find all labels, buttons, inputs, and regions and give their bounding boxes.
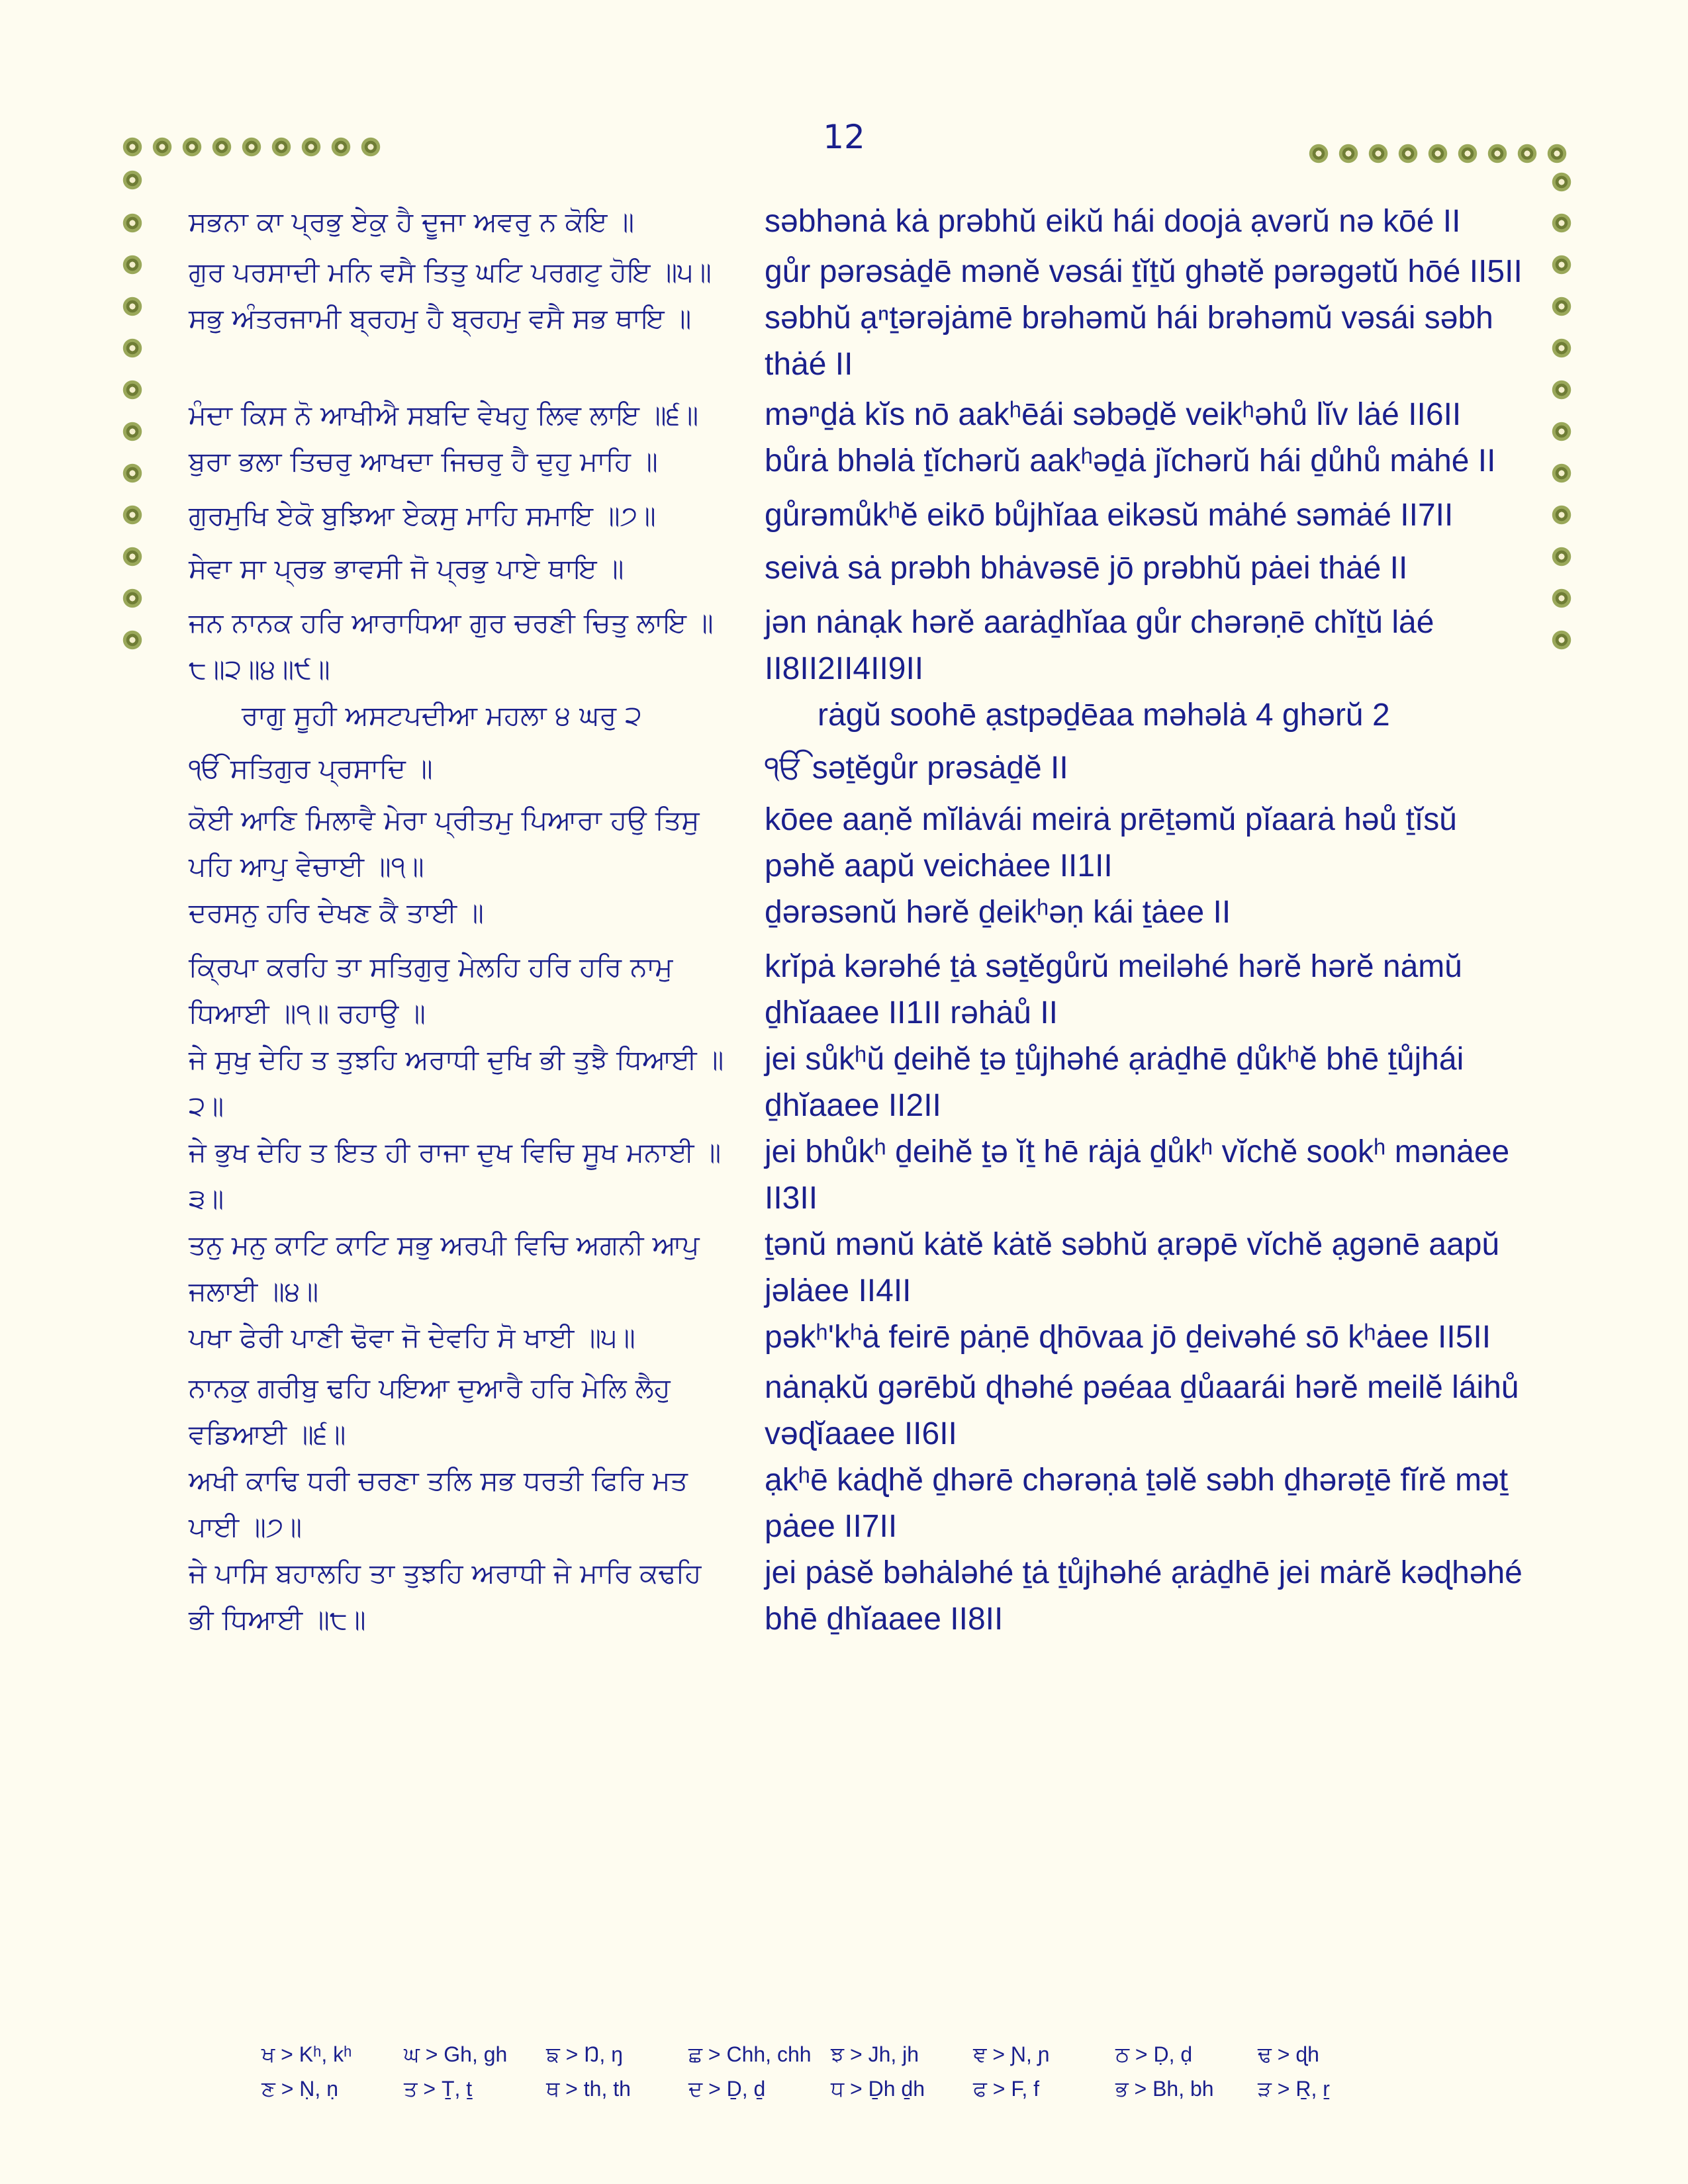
verse-row bbox=[189, 199, 1532, 245]
flower-icon bbox=[1550, 253, 1573, 276]
legend-item: ਠ > Ḍ, ḍ bbox=[1115, 2042, 1193, 2066]
verse-row bbox=[189, 1550, 1532, 1643]
transliteration-line: ṯənŭ mənŭ kȧtĕ kȧtĕ səbhŭ ạrəpē vĭchĕ ạgənē aapŭ jəlȧee II4II bbox=[765, 1227, 1500, 1308]
flower-icon bbox=[1456, 142, 1479, 165]
flower-icon bbox=[1550, 295, 1573, 318]
flower-icon bbox=[121, 379, 144, 401]
legend-item: ਣ > Ṇ, ṇ bbox=[261, 2077, 338, 2101]
flower-icon bbox=[1550, 629, 1573, 651]
verse-row bbox=[189, 295, 1532, 388]
legend-item: ਥ > th, th bbox=[546, 2077, 631, 2101]
gurmukhi-line: ਜੇ ਪਾਸਿ ਬਹਾਲਹਿ ਤਾ ਤੁਝਹਿ ਅਰਾਧੀ ਜੇ ਮਾਰਿ ਕਢਹਿ ਭੀ ਧਿਆਈ ॥੮॥ bbox=[189, 1557, 702, 1635]
transliteration-legend bbox=[261, 2037, 1453, 2106]
verse-row bbox=[189, 492, 1532, 539]
verse-list bbox=[189, 199, 1532, 1643]
flower-icon bbox=[1550, 379, 1573, 401]
gurmukhi-line: ਅਖੀ ਕਾਢਿ ਧਰੀ ਚਰਣਾ ਤਲਿ ਸਭ ਧਰਤੀ ਫਿਰਿ ਮਤ ਪਾਈ ॥੭॥ bbox=[189, 1465, 688, 1543]
flower-icon bbox=[121, 504, 144, 526]
transliteration-line: nȧnạkŭ gərēbŭ ɖhəhé pəéaa ḏůaarái hərĕ meilĕ láihů vəɖĭaaee II6II bbox=[765, 1370, 1519, 1451]
legend-item: ਦ > Ḏ, ḏ bbox=[688, 2077, 766, 2101]
gurmukhi-line: ਪਖਾ ਫੇਰੀ ਪਾਣੀ ਢੋਵਾ ਜੋ ਦੇਵਹਿ ਸੋ ਖਾਈ ॥੫॥ bbox=[189, 1322, 635, 1353]
flower-icon bbox=[1337, 142, 1360, 165]
gurmukhi-line: ਦਰਸਨੁ ਹਰਿ ਦੇਖਣ ਕੈ ਤਾਈ ॥ bbox=[189, 897, 484, 929]
flower-icon bbox=[330, 136, 352, 158]
gurmukhi-line: ਸਭਨਾ ਕਾ ਪ੍ਰਭੁ ਏਕੁ ਹੈ ਦੂਜਾ ਅਵਰੁ ਨ ਕੋਇ ॥ bbox=[189, 206, 635, 238]
transliteration-line: krĭpȧ kərəhé ṯȧ səṯĕgůrŭ meiləhé hərĕ hərĕ nȧmŭ ḏhĭaaee II1II rəhȧů II bbox=[765, 949, 1462, 1030]
legend-item: ਫ > F, f bbox=[973, 2077, 1040, 2101]
legend-row bbox=[261, 2071, 1453, 2106]
gurmukhi-line: ਬੁਰਾ ਭਲਾ ਤਿਚਰੁ ਆਖਦਾ ਜਿਚਰੁ ਹੈ ਦੁਹੁ ਮਾਹਿ ॥ bbox=[189, 445, 658, 477]
flower-icon bbox=[300, 136, 322, 158]
verse-row bbox=[189, 392, 1532, 438]
flower-icon bbox=[121, 253, 144, 276]
flower-icon bbox=[1550, 420, 1573, 443]
legend-row bbox=[261, 2037, 1453, 2071]
verse-row bbox=[189, 1036, 1532, 1129]
gurmukhi-line: ਗੁਰਮੁਖਿ ਏਕੋ ਬੁਝਿਆ ਏਕਸੁ ਮਾਹਿ ਸਮਾਇ ॥੭॥ bbox=[189, 500, 656, 531]
flower-icon bbox=[211, 136, 233, 158]
transliteration-line: bůrȧ bhəlȧ ṯĭchərŭ aakʰəḏȧ jĭchərŭ hái ḏůhů mȧhé II bbox=[765, 443, 1496, 478]
legend-item: ਧ > Ḏh ḏh bbox=[831, 2077, 925, 2101]
legend-item: ਛ > Chh, chh bbox=[688, 2042, 812, 2066]
flower-icon bbox=[1550, 545, 1573, 568]
verse-row bbox=[189, 545, 1532, 592]
flower-icon bbox=[121, 136, 144, 158]
verse-row bbox=[189, 889, 1532, 936]
verse-row bbox=[189, 797, 1532, 889]
legend-item: ਘ > Gh, gh bbox=[404, 2042, 508, 2066]
transliteration-line: gůrəmůkʰĕ eikō bůjhĭaa eikəsŭ mȧhé səmȧé II7II bbox=[765, 498, 1454, 533]
legend-item: ਙ > Ŋ, ŋ bbox=[546, 2042, 623, 2066]
flower-icon bbox=[359, 136, 382, 158]
legend-item: ੜ > Ṟ, ṟ bbox=[1258, 2077, 1330, 2101]
gurmukhi-line: ਕੋਈ ਆਣਿ ਮਿਲਾਵੈ ਮੇਰਾ ਪ੍ਰੀਤਮੁ ਪਿਆਰਾ ਹਉ ਤਿਸੁ ਪਹਿ ਆਪੁ ਵੇਚਾਈ ॥੧॥ bbox=[189, 804, 700, 882]
legend-item: ਭ > Bh, bh bbox=[1115, 2077, 1214, 2101]
flower-icon bbox=[1550, 587, 1573, 610]
flower-icon bbox=[1427, 142, 1449, 165]
flower-icon bbox=[121, 420, 144, 443]
legend-item: ਞ > Ɲ, ɲ bbox=[973, 2042, 1050, 2066]
verse-row bbox=[189, 1314, 1532, 1361]
verse-row bbox=[189, 438, 1532, 484]
flower-icon bbox=[1486, 142, 1509, 165]
transliteration-line: ḏərəsənŭ hərĕ ḏeikʰəṇ kái ṯȧee II bbox=[765, 895, 1231, 930]
flower-icon bbox=[121, 629, 144, 651]
flower-icon bbox=[121, 295, 144, 318]
flower-icon bbox=[1397, 142, 1419, 165]
section-title-row bbox=[189, 692, 1532, 739]
flower-icon bbox=[1546, 142, 1568, 165]
gurmukhi-line: ਨਾਨਕੁ ਗਰੀਬੁ ਢਹਿ ਪਇਆ ਦੁਆਰੈ ਹਰਿ ਮੇਲਿ ਲੈਹੁ ਵਡਿਆਈ ॥੬॥ bbox=[189, 1372, 671, 1450]
verse-row bbox=[189, 1365, 1532, 1457]
transliteration-line: kōee aaṇĕ mĭlȧvái meirȧ prēṯəmŭ pĭaarȧ həů ṯĭsŭ pəhĕ aapŭ veichȧee II1II bbox=[765, 802, 1457, 884]
transliteration-line: məⁿḏȧ kĭs nō aakʰēái səbəḏĕ veikʰəhů lĭv lȧé II6II bbox=[765, 397, 1462, 432]
gurmukhi-line: ਗੁਰ ਪਰਸਾਦੀ ਮਨਿ ਵਸੈ ਤਿਤੁ ਘਟਿ ਪਰਗਟੁ ਹੋਇ ॥੫॥ bbox=[189, 256, 712, 288]
gurmukhi-line: ਮੰਦਾ ਕਿਸ ਨੋ ਆਖੀਐ ਸਬਦਿ ਵੇਖਹੁ ਲਿਵ ਲਾਇ ॥੬॥ bbox=[189, 399, 699, 431]
transliteration-line: səbhənȧ kȧ prəbhŭ eikŭ hái doojȧ ạvərŭ nə kōé II bbox=[765, 204, 1461, 239]
flower-icon bbox=[121, 337, 144, 359]
flower-icon bbox=[121, 212, 144, 234]
flower-icon bbox=[121, 587, 144, 610]
flower-icon bbox=[1367, 142, 1389, 165]
flower-icon bbox=[1550, 504, 1573, 526]
transliteration-line: jei pȧsĕ bəhȧləhé ṯȧ ṯůjhəhé ạrȧḏhē jei mȧrĕ kəɖhəhé bhē ḏhĭaaee II8II bbox=[765, 1555, 1523, 1637]
section-title-gurmukhi: ਰਾਗੁ ਸੂਹੀ ਅਸਟਪਦੀਆ ਮਹਲਾ ੪ ਘਰੁ ੨ bbox=[242, 700, 642, 731]
verse-row bbox=[189, 1129, 1532, 1222]
flower-icon bbox=[181, 136, 203, 158]
flower-icon bbox=[240, 136, 263, 158]
gurmukhi-line: ਕ੍ਰਿਪਾ ਕਰਹਿ ਤਾ ਸਤਿਗੁਰੁ ਮੇਲਹਿ ਹਰਿ ਹਰਿ ਨਾਮੁ ਧਿਆਈ ॥੧॥ ਰਹਾਉ ॥ bbox=[189, 951, 673, 1029]
verse-row bbox=[189, 745, 1532, 792]
gurmukhi-line: ਜਨ ਨਾਨਕ ਹਰਿ ਆਰਾਧਿਆ ਗੁਰ ਚਰਣੀ ਚਿਤੁ ਲਾਇ ॥੮॥੨॥੪॥੯॥ bbox=[189, 607, 714, 685]
flower-icon bbox=[1550, 212, 1573, 234]
transliteration-line: jei bhůkʰ ḏeihĕ ṯə ĭṯ hē rȧjȧ ḏůkʰ vĭchĕ sookʰ mənȧee II3II bbox=[765, 1134, 1510, 1216]
transliteration-line: jən nȧnạk hərĕ aarȧḏhĭaa gůr chərəṇē chĭṯŭ lȧé II8II2II4II9II bbox=[765, 605, 1434, 686]
verse-row bbox=[189, 600, 1532, 692]
transliteration-line: jei sůkʰŭ ḏeihĕ ṯə ṯůjhəhé ạrȧḏhē ḏůkʰĕ bhē ṯůjhái ḏhĭaaee II2II bbox=[765, 1042, 1464, 1123]
flower-icon bbox=[121, 545, 144, 568]
page-number: 12 bbox=[823, 118, 865, 156]
flower-icon bbox=[1307, 142, 1330, 165]
flower-icon bbox=[1550, 337, 1573, 359]
section-title-transliteration: rȧgŭ soohē ạstpəḏēaa məhəlȧ 4 ghərŭ 2 bbox=[818, 698, 1390, 733]
gurmukhi-line: ਸਭੁ ਅੰਤਰਜਾਮੀ ਬ੍ਰਹਮੁ ਹੈ ਬ੍ਰਹਮੁ ਵਸੈ ਸਭ ਥਾਇ ॥ bbox=[189, 302, 692, 334]
transliteration-line: seivȧ sȧ prəbh bhȧvəsē jō prəbhŭ pȧei thȧé II bbox=[765, 551, 1408, 586]
legend-item: ਖ > Kʰ, kʰ bbox=[261, 2042, 352, 2066]
verse-row bbox=[189, 1222, 1532, 1314]
verse-row bbox=[189, 249, 1532, 295]
flower-icon bbox=[121, 462, 144, 484]
transliteration-line: səbhŭ ạⁿṯərəjȧmē brəhəmŭ hái brəhəmŭ vəsái səbh thȧé II bbox=[765, 300, 1493, 382]
gurmukhi-line: ਜੇ ਸੁਖੁ ਦੇਹਿ ਤ ਤੁਝਹਿ ਅਰਾਧੀ ਦੁਖਿ ਭੀ ਤੁਝੈ ਧਿਆਈ ॥੨॥ bbox=[189, 1044, 724, 1122]
flower-icon bbox=[270, 136, 293, 158]
transliteration-line: pəkʰ'kʰȧ feirē pȧṇē ɖhōvaa jō ḏeivəhé sō kʰȧee II5II bbox=[765, 1320, 1491, 1355]
verse-row bbox=[189, 1457, 1532, 1550]
gurmukhi-line: ਸੇਵਾ ਸਾ ਪ੍ਰਭ ਭਾਵਸੀ ਜੋ ਪ੍ਰਭੁ ਪਾਏ ਥਾਇ ॥ bbox=[189, 553, 624, 584]
gurmukhi-line: ਤਨੁ ਮਨੁ ਕਾਟਿ ਕਾਟਿ ਸਭੁ ਅਰਪੀ ਵਿਚਿ ਅਗਨੀ ਆਪੁ ਜਲਾਈ ॥੪॥ bbox=[189, 1229, 700, 1307]
flower-icon bbox=[151, 136, 173, 158]
flower-icon bbox=[1516, 142, 1538, 165]
flower-icon bbox=[1550, 171, 1573, 193]
legend-item: ਝ > Jh, jh bbox=[831, 2042, 919, 2066]
transliteration-line: ạkʰē kȧɖhĕ ḏhərē chərəṇȧ ṯəlĕ səbh ḏhərəṯē fĭrĕ məṯ pȧee II7II bbox=[765, 1463, 1509, 1544]
flower-icon bbox=[1550, 462, 1573, 484]
transliteration-line: ੴ səṯĕgůr prəsȧḏĕ II bbox=[765, 751, 1068, 786]
gurmukhi-line: ਜੇ ਭੁਖ ਦੇਹਿ ਤ ਇਤ ਹੀ ਰਾਜਾ ਦੁਖ ਵਿਚਿ ਸੂਖ ਮਨਾਈ ॥੩॥ bbox=[189, 1136, 722, 1214]
flower-icon bbox=[121, 169, 144, 191]
legend-item: ਤ > Ṯ, ṯ bbox=[404, 2077, 473, 2101]
legend-item: ਢ > ɖh bbox=[1258, 2042, 1319, 2066]
verse-row bbox=[189, 944, 1532, 1036]
transliteration-line: gůr pərəsȧḏē mənĕ vəsái ṯĭṯŭ ghətĕ pərəgətŭ hōé II5II bbox=[765, 254, 1523, 289]
gurmukhi-line: ੴ ਸਤਿਗੁਰ ਪ੍ਰਸਾਦਿ ॥ bbox=[189, 752, 433, 784]
